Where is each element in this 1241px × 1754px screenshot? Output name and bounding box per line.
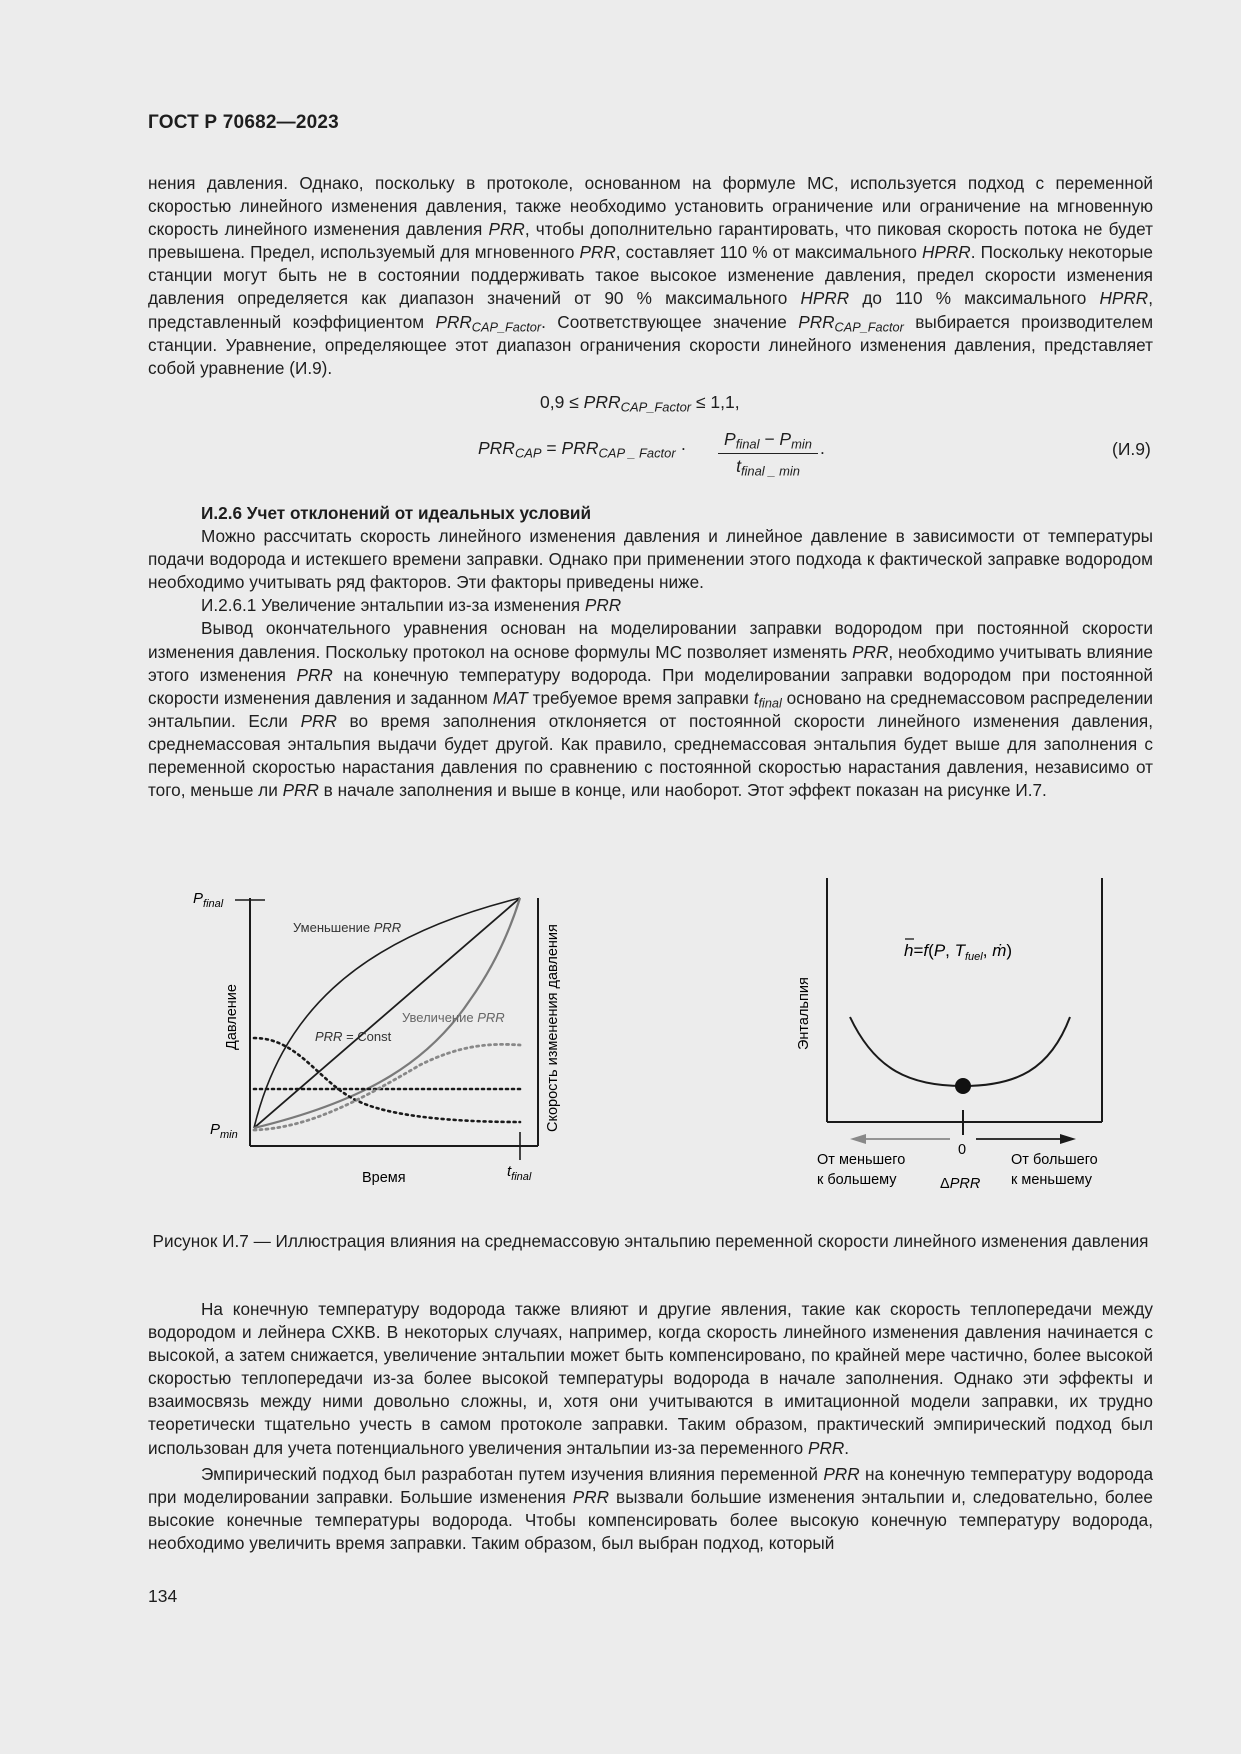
left-direction-label-2: к большему (817, 1172, 897, 1188)
left-direction-label-1: От меньшего (817, 1152, 906, 1168)
section-paragraph: Можно рассчитать скорость линейного изменения давления и линейное давление в зависимости от температуры подачи водорода и истекшего времени заправки. Однако при применении этого подхода к фактической заправке водородом необходимо учитывать ряд факторов. Эти факторы приведены ниже. (148, 526, 1153, 593)
paragraph-bottom (148, 1298, 1153, 1555)
label-const-prr: PRR = Const (315, 1029, 392, 1044)
equation-fraction: $P_{final} - P_{min}$ $t_{final \_ min}$ (718, 429, 818, 477)
enthalpy-curve (850, 1017, 1070, 1086)
page-number: 134 (148, 1586, 178, 1606)
arrow-right-head (1060, 1134, 1076, 1144)
delta-prr-label: ΔPRR (940, 1176, 981, 1192)
paragraph-intro: нения давления. Однако, поскольку в протоколе, основанном на формуле МС, используется подход с переменной скоростью линейного изменения давления, также необходимо установить ограничение или ограничение на мгновенную скорость линейного изменения давления PRR, чтобы дополнительно гарантировать, что пиковая скорость потока не будет превышена. Предел, используемый для мгновенного PRR, составляет 110 % от максимального HPRR. Поскольку некоторые станции могут быть не в состоянии поддерживать такое высокое изменение давления, предел скорости изменения давления определяется как диапазон значений от 90 % максимального HPRR до 110 % максимального HPRR, представленный коэффициентом $PRR_{CAP\_Factor}$. Соответствующее значение $PRR_{CAP\_Factor}$ выбирается производителем станции. Уравнение, определяющее этот диапазон ограничения скорости линейного изменения давления, представляет собой уравнение (И.9). (148, 173, 1154, 378)
subsection-heading: И.2.6.1 Увеличение энтальпии из-за изменения PRR (201, 595, 622, 616)
right-direction-label-2: к меньшему (1011, 1172, 1093, 1188)
right-direction-label-1: От большего (1011, 1152, 1098, 1168)
figure-pressure-chart (180, 870, 580, 1190)
document-header: ГОСТ Р 70682—2023 (148, 112, 339, 133)
enthalpy-formula: h=f(P, $T_{fuel}$, ṁ) (904, 941, 1013, 963)
equation-main: $PRR_{CAP} = PRR_{CAP \_ Factor}$ · $P_{final} - P_{min}$ $t_{final \_ min}$ . (478, 429, 825, 479)
section-body (148, 502, 1153, 802)
figure-caption: Рисунок И.7 — Иллюстрация влияния на среднемассовую энтальпию переменной скорости линейного изменения давления (152, 1231, 1149, 1251)
y-axis-label: Энтальпия (796, 977, 812, 1050)
y2-axis-label: Скорость изменения давления (545, 924, 561, 1132)
paragraph-heat-transfer: На конечную температуру водорода также влияют и другие явления, такие как скорость теплопередачи между водородом и лейнера СХКВ. В некоторых случаях, например, когда скорость линейного изменения давления начинается с высокой, а затем снижается, увеличение энтальпии может быть компенсировано, по крайней мере частично, более высокой скоростью теплопередачи из-за более высокой температуры водорода в начале заполнения. Однако эти эффекты и взаимосвязь между ними довольно сложны, и, хотя они учитываются в имитационной модели заправки, их трудно теоретически тщательно учесть в самом протоколе заправки. Таким образом, практический эмпирический подход был использован для учета потенциального увеличения энтальпии из-за переменного PRR. (148, 1299, 1153, 1458)
paragraph-empirical: Эмпирический подход был разработан путем изучения влияния переменной PRR на конечную температуру водорода при моделировании заправки. Большие изменения PRR вызвали большие изменения энтальпии и, следовательно, более высокие конечные температуры водорода. Чтобы компенсировать более высокую конечную температуру водорода, необходимо увеличить время заправки. Таким образом, был выбран подход, который (148, 1463, 1153, 1553)
minimum-point (955, 1078, 971, 1094)
subsection-paragraph: Вывод окончательного уравнения основан на моделировании заправки водородом при постоянной скорости изменения давления. Поскольку протокол на основе формулы МС позволяет изменять PRR, необходимо учитывать влияние этого изменения PRR на конечную температуру водорода. При моделировании заправки водородом при постоянной скорости изменения давления и заданном MAT требуемое время заправки $t_{final}$ основано на среднемассовом распределении энтальпии. Если PRR во время заполнения отклоняется от постоянной скорости линейного изменения давления, среднемассовая энтальпия выдачи будет другой. Как правило, среднемассовая энтальпия будет выше для заполнения с переменной скоростью нарастания давления по сравнению с постоянной скоростью нарастания давления, независимо от того, меньше ли PRR в начале заполнения и выше в конце, или наоборот. Этот эффект показан на рисунке И.7. (148, 618, 1154, 801)
p-min-label: $P_{min}$ (210, 1121, 238, 1141)
t-final-label: $t_{final}$ (507, 1163, 532, 1183)
x-axis-label: Время (362, 1170, 406, 1186)
equation-number: (И.9) (1112, 439, 1151, 459)
rate-decreasing (254, 1038, 520, 1122)
arrow-left-head (850, 1134, 866, 1144)
p-final-label: $P_{final}$ (193, 890, 224, 910)
label-increasing-prr: Увеличение PRR (402, 1010, 505, 1025)
section-heading: И.2.6 Учет отклонений от идеальных условий (201, 503, 592, 523)
y-axis-label: Давление (224, 984, 240, 1050)
equation-condition: $0,9 \le PRR_{CAP\_Factor} \le 1,1$, (540, 392, 740, 415)
label-decreasing-prr: Уменьшение PRR (293, 920, 402, 935)
zero-label: 0 (958, 1142, 967, 1158)
figure-enthalpy-chart (780, 870, 1140, 1200)
